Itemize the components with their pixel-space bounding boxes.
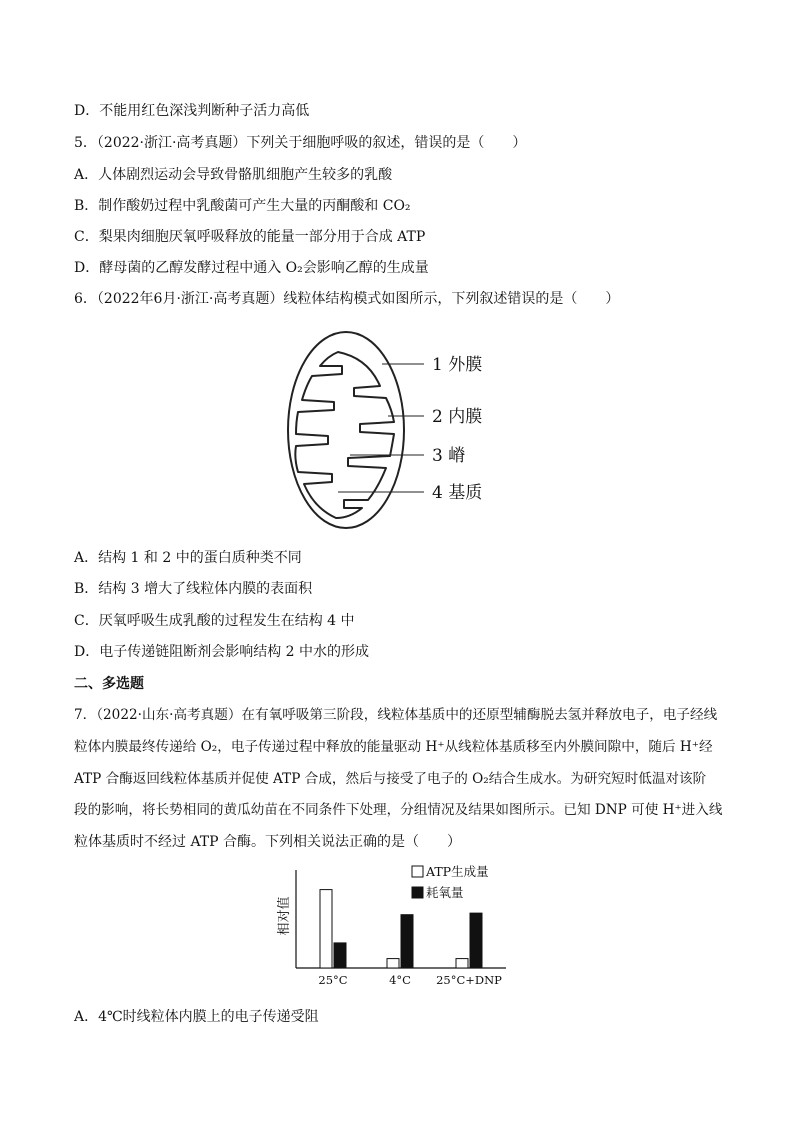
q4-option-d: D．不能用红色深浅判断种子活力高低	[74, 103, 310, 119]
q7-stem-line-2: 粒体内膜最终传递给 O₂，电子传递过程中释放的能量驱动 H⁺从线粒体基质移至内外膜间隙中，随后 H⁺经	[74, 739, 713, 755]
q7-stem-line-1: 7．（2022·山东·高考真题）在有氧呼吸第三阶段，线粒体基质中的还原型辅酶脱去氢并释放电子，电子经线	[74, 707, 718, 723]
q5-stem: 5．（2022·浙江·高考真题）下列关于细胞呼吸的叙述，错误的是（ ）	[74, 135, 527, 151]
q6-option-b: B．结构 3 增大了线粒体内膜的表面积	[74, 581, 313, 597]
x-tick-25c: 25°C	[318, 973, 348, 987]
legend-swatch-oxygen	[412, 887, 423, 898]
q5-option-d: D．酵母菌的乙醇发酵过程中通入 O₂会影响乙醇的生成量	[74, 260, 429, 276]
y-axis-label: 相对值	[277, 896, 292, 936]
q5-option-a: A．人体剧烈运动会导致骨骼肌细胞产生较多的乳酸	[74, 167, 393, 183]
label-crista: 3 嵴	[432, 446, 466, 466]
legend-swatch-atp	[412, 866, 423, 877]
bar-atp-0	[320, 890, 332, 968]
q7-stem-line-3: ATP 合酶返回线粒体基质并促使 ATP 合成，然后与接受了电子的 O₂结合生成水。为研究短时低温对该阶	[74, 771, 707, 787]
label-matrix: 4 基质	[432, 483, 483, 503]
bar-oxygen-0	[334, 943, 346, 968]
x-tick-4c: 4°C	[389, 973, 411, 987]
q7-stem-line-5: 粒体基质时不经过 ATP 合酶。下列相关说法正确的是（ ）	[74, 834, 462, 850]
bar-atp-1	[387, 959, 399, 968]
bar-atp-2	[456, 959, 468, 968]
bar-oxygen-2	[470, 913, 482, 968]
q5-option-b: B．制作酸奶过程中乳酸菌可产生大量的丙酮酸和 CO₂	[74, 198, 411, 214]
q6-option-c: C．厌氧呼吸生成乳酸的过程发生在结构 4 中	[74, 613, 355, 629]
q7-option-a: A．4℃时线粒体内膜上的电子传递受阻	[74, 1009, 319, 1025]
x-tick-25c-dnp: 25°C+DNP	[436, 973, 502, 987]
q6-option-a: A．结构 1 和 2 中的蛋白质种类不同	[74, 550, 302, 566]
label-inner-membrane: 2 内膜	[432, 407, 483, 427]
bar-oxygen-1	[401, 915, 413, 968]
label-outer-membrane: 1 外膜	[432, 355, 483, 375]
q7-stem-line-4: 段的影响，将长势相同的黄瓜幼苗在不同条件下处理，分组情况及结果如图所示。已知 DNP 可使 H⁺进入线	[74, 802, 723, 818]
q6-option-d: D．电子传递链阻断剂会影响结构 2 中水的形成	[74, 644, 370, 660]
section-heading: 二、多选题	[74, 676, 144, 692]
legend-label-oxygen: 耗氧量	[426, 885, 464, 900]
legend-label-atp: ATP生成量	[426, 864, 489, 879]
mitochondrion-figure	[282, 328, 502, 540]
q6-stem: 6．（2022年6月·浙江·高考真题）线粒体结构模式如图所示，下列叙述错误的是（ ）	[74, 291, 620, 307]
q5-option-c: C．梨果肉细胞厌氧呼吸释放的能量一部分用于合成 ATP	[74, 229, 426, 245]
bar-chart	[270, 858, 520, 990]
